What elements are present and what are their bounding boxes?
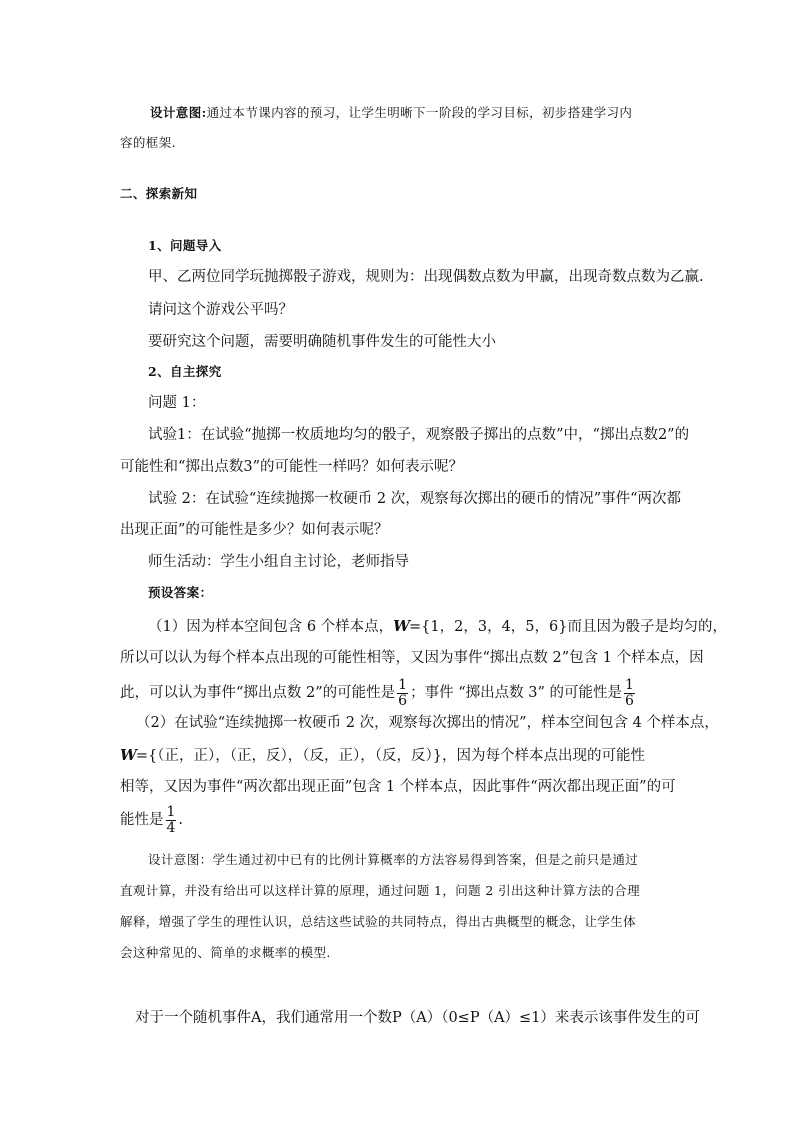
fraction bbox=[624, 678, 635, 708]
answer-text: （1）因为样本空间包含 6 个样本点， bbox=[148, 619, 394, 635]
fraction bbox=[397, 678, 408, 708]
answer-text: ={1，2，3，4，5，6}而且因为骰子是均匀的， bbox=[409, 619, 727, 635]
answer-line: 相等，又因为事件“两次都出现正面”包含 1 个样本点，因此事件“两次都出现正面”的可 bbox=[120, 779, 676, 795]
paragraph-line: 对于一个随机事件A，我们通常用一个数P（A）（0≤P（A）≤1）来表示该事件发生的可 bbox=[135, 1010, 700, 1026]
answer-line bbox=[120, 805, 183, 835]
answer-line bbox=[120, 678, 637, 708]
answer-title: 预设答案： bbox=[148, 585, 213, 600]
omega-symbol: W bbox=[120, 746, 136, 764]
paragraph-line: 可能性和“掷出点数3”的可能性一样吗？如何表示呢？ bbox=[120, 459, 464, 475]
fraction-denominator: 4 bbox=[166, 819, 176, 836]
paragraph-line: 出现正面”的可能性是多少？如何表示呢？ bbox=[120, 522, 389, 538]
paragraph-line: 甲、乙两位同学玩抛掷骰子游戏，规则为：出现偶数点数为甲赢，出现奇数点数为乙赢. bbox=[148, 269, 704, 285]
paragraph-line: 试验1：在试验“抛掷一枚质地均匀的骰子，观察骰子掷出的点数”中，“掷出点数2”的 bbox=[148, 427, 690, 443]
subsection-title: 2、自主探究 bbox=[148, 364, 222, 379]
omega-symbol: W bbox=[393, 617, 410, 635]
design-intent-label: 设计意图: bbox=[150, 105, 207, 120]
answer-text: ；事件 “掷出点数 3” 的可能性是 bbox=[410, 685, 622, 702]
paragraph-line: 请问这个游戏公平吗？ bbox=[148, 302, 293, 318]
question-label: 问题 1： bbox=[148, 395, 206, 411]
paragraph-line: 试验 2：在试验“连续抛掷一枚硬币 2 次，观察每次掷出的硬币的情况”事件“两次都 bbox=[148, 491, 682, 507]
design-intent-line: 直观计算，并没有给出可以这样计算的原理，通过问题 1，问题 2 引出这种计算方法的合理 bbox=[120, 883, 641, 898]
subsection-title: 1、问题导入 bbox=[148, 238, 222, 253]
answer-line bbox=[148, 619, 727, 635]
fraction-numerator: 1 bbox=[398, 677, 408, 693]
answer-text: ={（正，正），（正，反），（反，正），（反，反）}，因为每个样本点出现的可能性 bbox=[135, 748, 645, 764]
design-intent-line bbox=[150, 107, 632, 120]
fraction bbox=[166, 805, 177, 835]
answer-line bbox=[120, 748, 645, 764]
design-intent-line: 解释，增强了学生的理性认识，总结这些试验的共同特点，得出古典概型的概念，让学生体 bbox=[120, 914, 637, 929]
answer-text: 此，可以认为事件“掷出点数 2”的可能性是 bbox=[120, 685, 396, 702]
answer-line: （2）在试验“连续抛掷一枚硬币 2 次，观察每次掷出的情况”，样本空间包含 4 个样本点， bbox=[136, 715, 719, 731]
answer-text: 能性是 bbox=[120, 812, 164, 829]
fraction-numerator: 1 bbox=[624, 677, 634, 693]
answer-text: . bbox=[178, 812, 184, 829]
fraction-numerator: 1 bbox=[166, 804, 176, 820]
activity-line: 师生活动：学生小组自主讨论，老师指导 bbox=[148, 554, 409, 570]
design-intent-line: 设计意图：学生通过初中已有的比例计算概率的方法容易得到答案，但是之前只是通过 bbox=[148, 852, 639, 867]
section-title: 二、探索新知 bbox=[120, 186, 198, 201]
fraction-denominator: 6 bbox=[398, 692, 408, 709]
paragraph-line: 要研究这个问题，需要明确随机事件发生的可能性大小 bbox=[148, 334, 496, 350]
design-intent-line: 会这种常见的、简单的求概率的模型. bbox=[120, 945, 331, 960]
design-intent-line: 容的框架. bbox=[120, 135, 176, 150]
answer-line: 所以可以认为每个样本点出现的可能性相等，又因为事件“掷出点数 2”包含 1 个样本点，因 bbox=[120, 650, 704, 666]
design-intent-text: 通过本节课内容的预习，让学生明晰下一阶段的学习目标，初步搭建学习内 bbox=[206, 105, 633, 120]
fraction-denominator: 6 bbox=[624, 692, 634, 709]
